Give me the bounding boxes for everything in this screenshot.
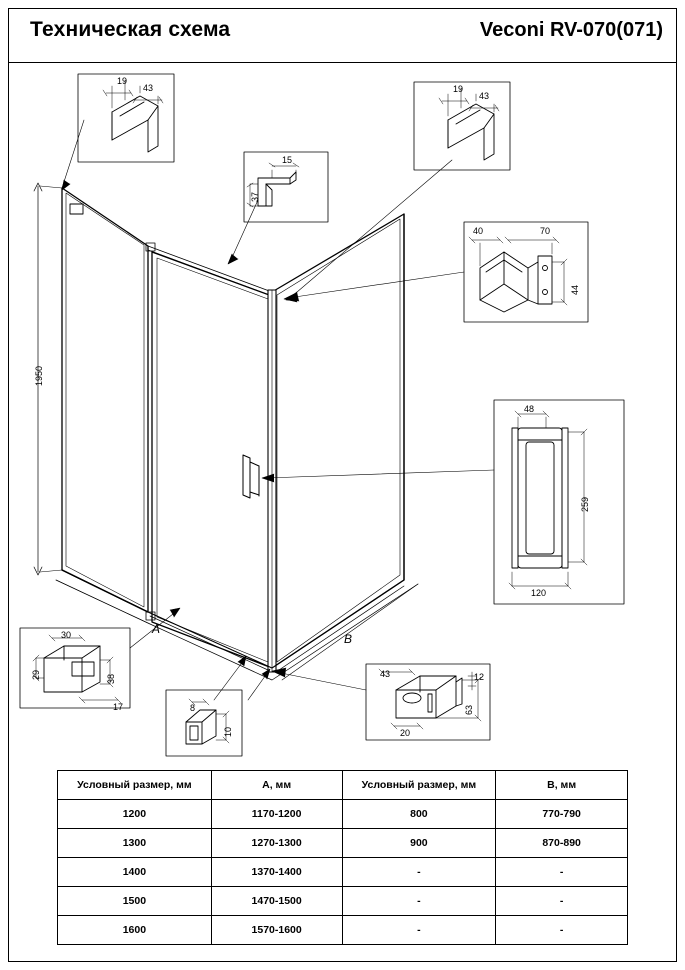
dim-handle-120: 120	[531, 588, 547, 598]
table-cell: 900	[342, 829, 496, 858]
table-cell: 1570-1600	[211, 916, 342, 945]
table-cell: 870-890	[496, 829, 628, 858]
table-header-cell: A, мм	[211, 771, 342, 800]
dimensions-table	[57, 770, 628, 945]
dim-top-left-19: 19	[117, 76, 128, 86]
table-header-row	[58, 771, 628, 800]
dim-br-12: 12	[474, 672, 485, 682]
dim-side-b: B	[344, 632, 353, 646]
dim-bracket-40: 40	[473, 226, 484, 236]
table-cell: -	[496, 858, 628, 887]
dim-bl-30: 30	[61, 630, 72, 640]
table-header-cell: Условный размер, мм	[342, 771, 496, 800]
dim-br-43: 43	[380, 669, 391, 679]
table-cell: 1200	[58, 800, 212, 829]
table-cell: 1500	[58, 887, 212, 916]
table-cell: 1270-1300	[211, 829, 342, 858]
dim-top-left-43: 43	[143, 83, 154, 93]
dim-bl-38: 38	[106, 673, 116, 684]
table-row	[58, 800, 628, 829]
dim-bc-10: 10	[223, 726, 233, 737]
table-cell: 1400	[58, 858, 212, 887]
dim-handle-259: 259	[580, 496, 590, 512]
table-cell: 1170-1200	[211, 800, 342, 829]
table-row	[58, 829, 628, 858]
dim-br-20: 20	[400, 728, 411, 738]
dim-bl-29: 29	[31, 669, 41, 680]
dim-height-1950: 1950	[34, 365, 44, 386]
table-header-cell: Условный размер, мм	[58, 771, 212, 800]
dim-bl-17: 17	[113, 702, 124, 712]
table-cell: -	[342, 916, 496, 945]
table-header-cell: B, мм	[496, 771, 628, 800]
table-cell: 1470-1500	[211, 887, 342, 916]
dim-bracket-70: 70	[540, 226, 551, 236]
dim-seal-15: 15	[282, 155, 293, 165]
table-cell: 1370-1400	[211, 858, 342, 887]
table-cell: 770-790	[496, 800, 628, 829]
dim-side-a: A	[152, 622, 161, 636]
table-row	[58, 887, 628, 916]
dim-top-right-43: 43	[479, 91, 490, 101]
dim-br-63: 63	[464, 704, 474, 715]
page-title: Техническая схема	[30, 18, 231, 41]
dim-seal-37: 37	[250, 191, 260, 202]
dim-top-right-19: 19	[453, 84, 464, 94]
product-model: Veconi RV-070(071)	[479, 19, 663, 41]
table-cell: -	[342, 887, 496, 916]
table-cell: -	[496, 916, 628, 945]
table-cell: 800	[342, 800, 496, 829]
table-cell: 1300	[58, 829, 212, 858]
table-cell: 1600	[58, 916, 212, 945]
table-cell: -	[496, 887, 628, 916]
dim-bc-8: 8	[190, 703, 196, 713]
table-row	[58, 916, 628, 945]
table-cell: -	[342, 858, 496, 887]
table-row	[58, 858, 628, 887]
dim-bracket-44: 44	[570, 284, 580, 295]
dim-handle-48: 48	[524, 404, 535, 414]
